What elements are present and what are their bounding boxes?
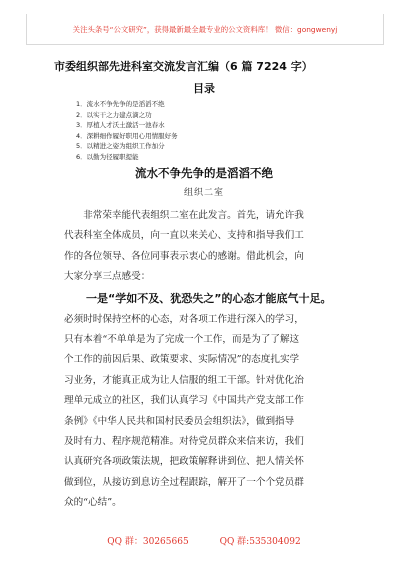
toc-item[interactable]: 6．以勤为径履职提能 <box>76 152 139 161</box>
footer-qq-group-1: QQ 群：30265665 <box>107 537 189 547</box>
toc-heading: 目录 <box>193 82 215 95</box>
point-heading: 一是“学如不及、犹恐失之”的心态才能底气十足。 <box>64 291 332 305</box>
footer-qq-group-2: QQ 群:535304092 <box>219 537 301 547</box>
body-line: 非常荣幸能代表组织二室在此发言。首先，请允许我 <box>64 210 304 221</box>
body-line: 个工作的前因后果、政策要求、实际情况”的态度扎实学 <box>64 354 300 366</box>
body-line: 条例》《中华人民共和国村民委员会组织法》，做到指导 <box>64 415 295 427</box>
header-banner: 关注头条号“公文研究”，获得最新最全最专业的公文资料库！ 微信：gongwenyj <box>26 14 384 45</box>
document-title: 市委组织部先进科室交流发言汇编（6 篇 7224 字） <box>54 60 313 73</box>
body-text <box>64 206 354 513</box>
body-line: 大家分享三点感受： <box>64 271 151 283</box>
footer-contact <box>0 534 408 547</box>
table-of-contents <box>76 99 178 163</box>
toc-item[interactable]: 1．流水不争先争的是滔滔不绝 <box>76 100 165 108</box>
body-line: 代表科室全体成员，向一直以来关心、支持和指导我们工 <box>64 230 304 242</box>
body-line: 做到位，从接访到息访全过程跟踪，解开了一个个党员群 <box>64 476 304 488</box>
toc-item[interactable]: 5．以精进之姿为组织工作加分 <box>76 142 165 151</box>
body-line: 必须时时保持空杯的心态，对各项工作进行深入的学习， <box>64 313 304 325</box>
toc-item[interactable]: 2．以实干之力建点滴之功 <box>76 110 152 119</box>
toc-item[interactable]: 3．厚植人才沃土激活一池春水 <box>76 121 165 130</box>
body-line: 理单元成立的社区，我们认真学习《中国共产党支部工作 <box>64 395 304 407</box>
body-line: 众的“心结”。 <box>64 497 122 509</box>
section-title: 流水不争先争的是滔滔不绝 <box>135 166 273 180</box>
body-line: 作的各位领导、各位同事表示衷心的感谢。借此机会，向 <box>64 250 304 262</box>
body-line: 及时有力、程序规范精准。对待党员群众来信来访，我们 <box>64 435 304 447</box>
body-line: 只有本着“不单单是为了完成一个工作，而是为了了解这 <box>64 333 300 345</box>
toc-item[interactable]: 4．深耕细作履好职用心用情服好务 <box>76 131 178 140</box>
body-line: 认真研究各项政策法规，把政策解释讲到位、把人情关怀 <box>64 456 304 468</box>
body-line: 习业务，才能真正成为让人信服的组工干部。针对优化治 <box>64 374 304 386</box>
section-author: 组织二室 <box>183 188 224 198</box>
